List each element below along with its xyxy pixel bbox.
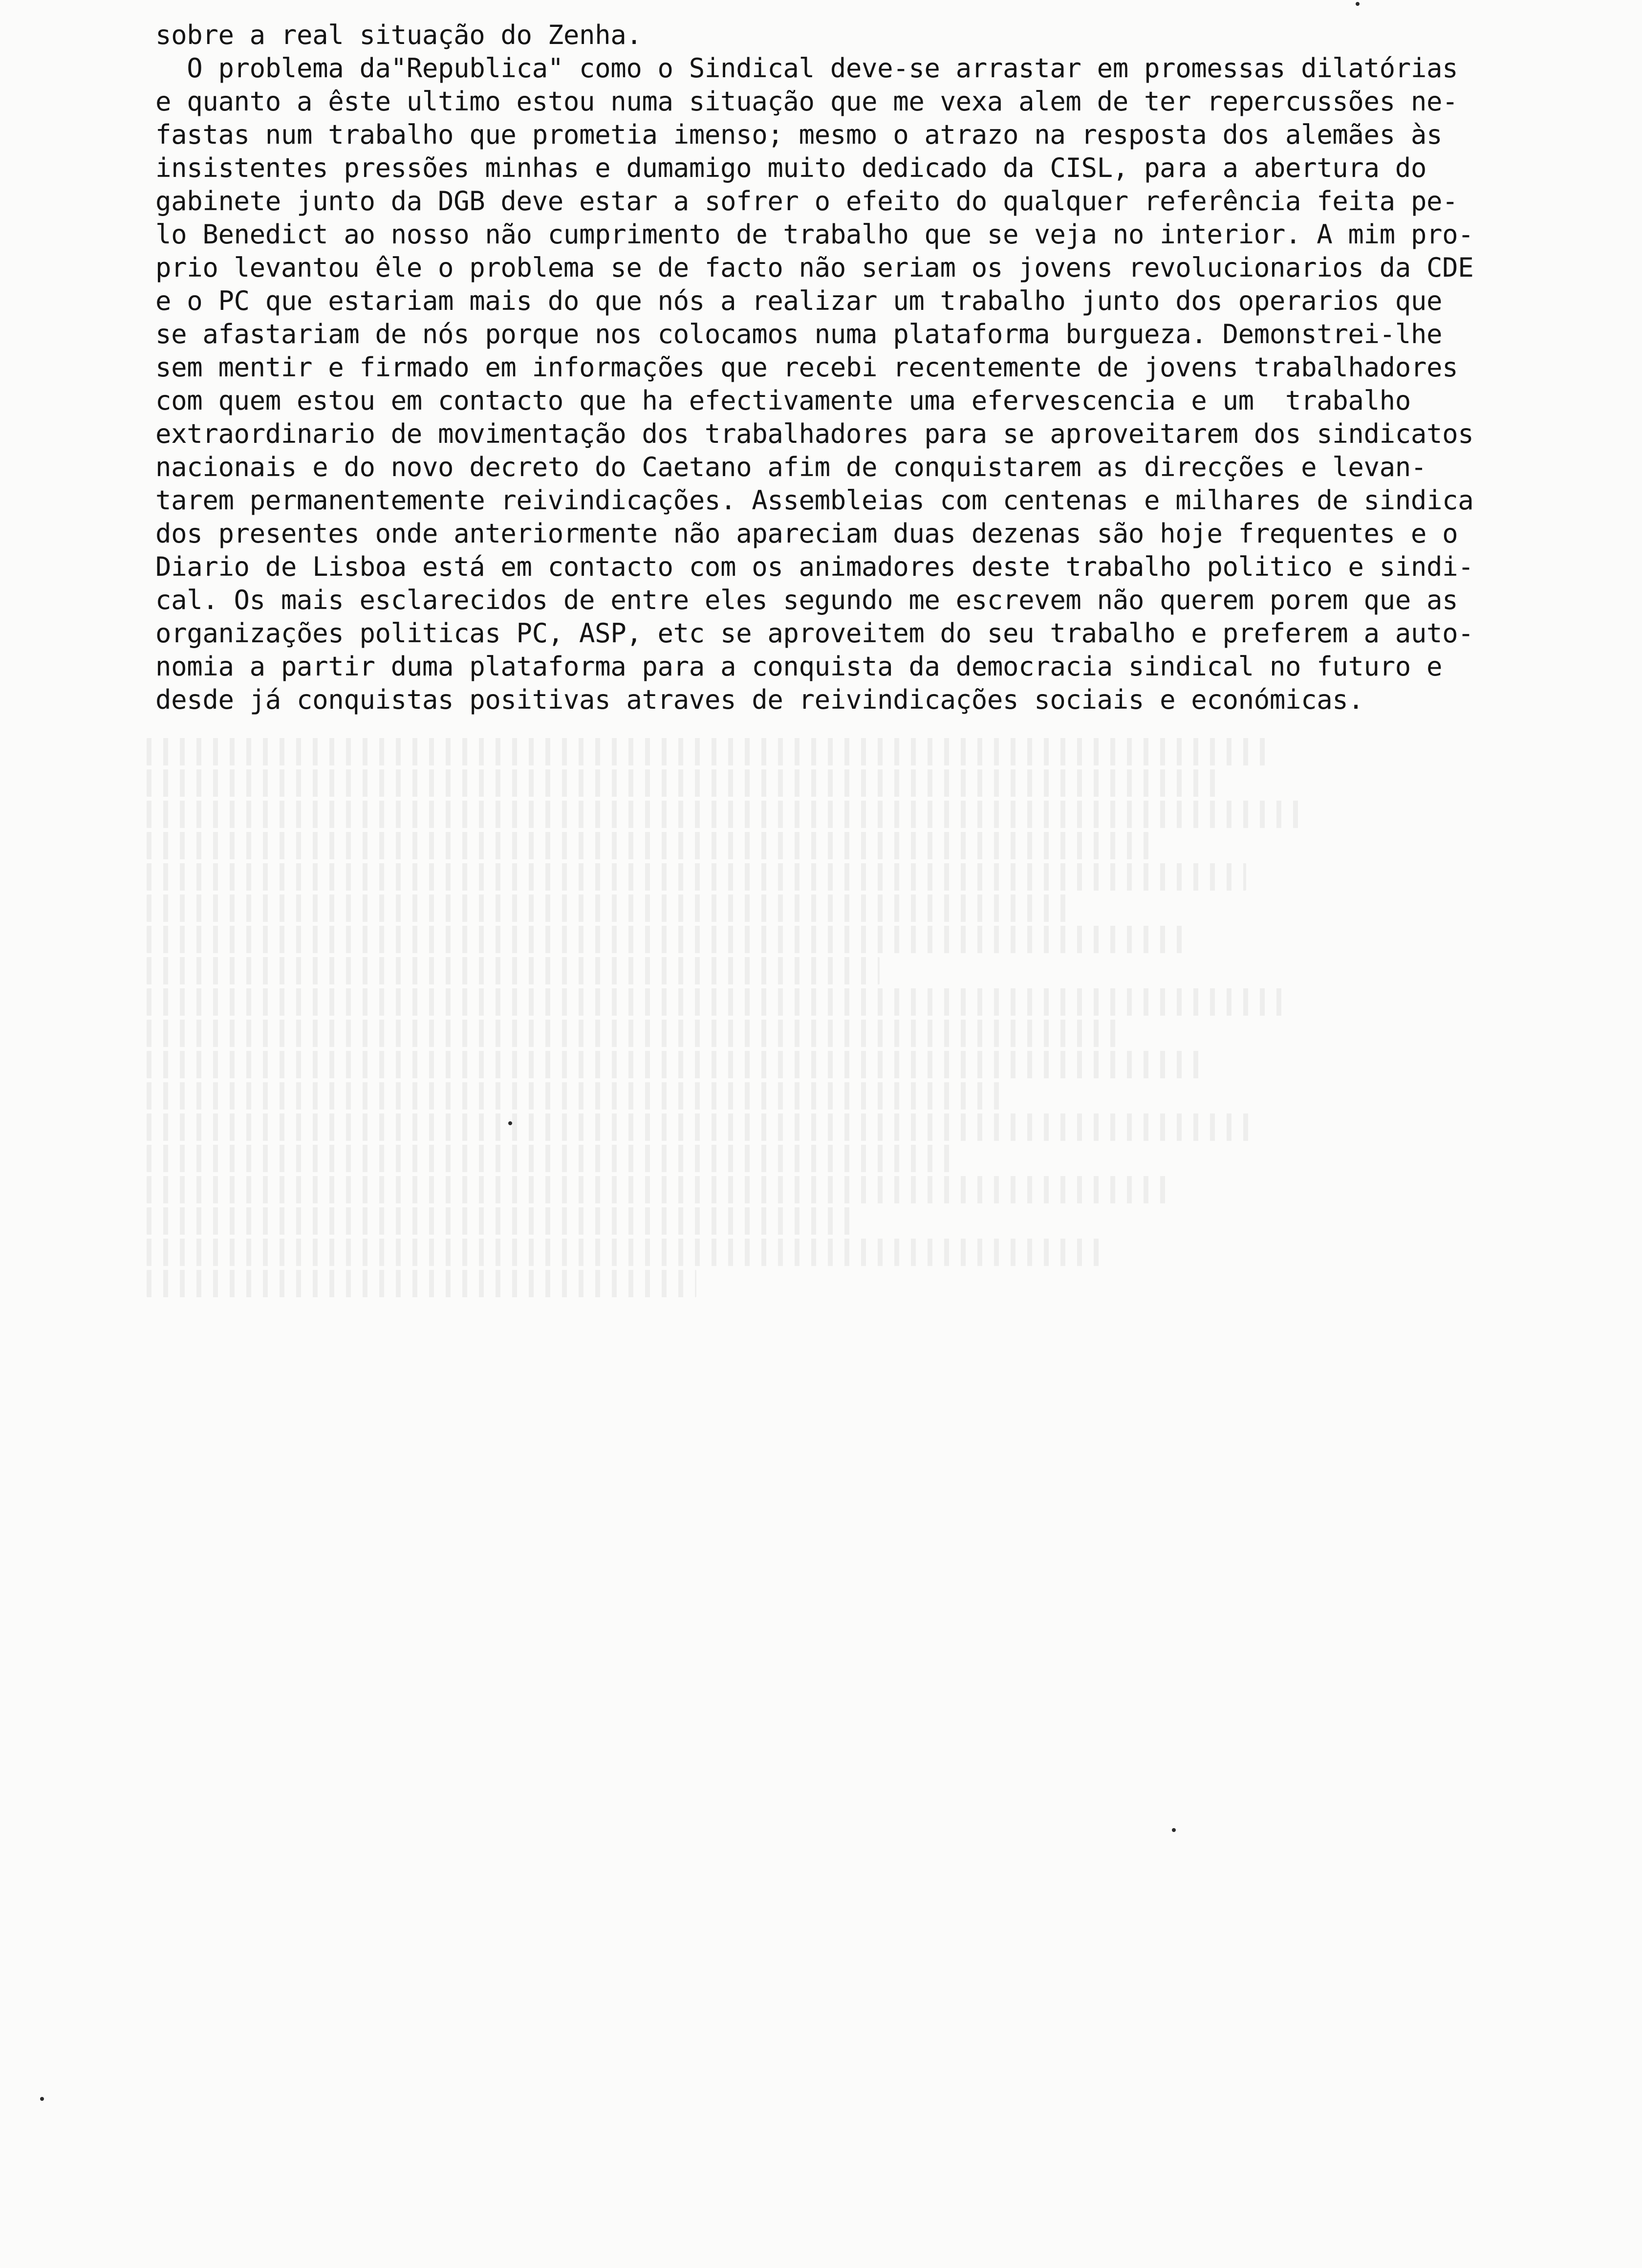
text-line: fastas num trabalho que prometia imenso; mesmo o atrazo na resposta dos alemães às <box>155 119 1443 150</box>
ink-speck <box>1172 1828 1176 1832</box>
text-line: lo Benedict ao nosso não cumprimento de trabalho que se veja no interior. A mim pro- <box>155 219 1474 250</box>
text-line: prio levantou êle o problema se de facto não seriam os jovens revolucionarios da CDE <box>155 252 1474 283</box>
text-line: tarem permanentemente reivindicações. Assembleias com centenas e milhares de sindica <box>155 485 1474 516</box>
text-line: e quanto a êste ultimo estou numa situação que me vexa alem de ter repercussões ne- <box>155 86 1458 117</box>
ink-speck <box>40 2097 44 2101</box>
text-line: O problema da"Republica" como o Sindical deve-se arrastar em promessas dilatórias <box>155 53 1458 84</box>
text-line: sem mentir e firmado em informações que recebi recentemente de jovens trabalhadores <box>155 352 1458 383</box>
text-line: nomia a partir duma plataforma para a conquista da democracia sindical no futuro e <box>155 651 1443 682</box>
text-line: extraordinario de movimentação dos trabalhadores para se aproveitarem dos sindicatos <box>155 418 1474 449</box>
text-line: Diario de Lisboa está em contacto com os animadores deste trabalho politico e sindi- <box>155 551 1474 582</box>
text-line: com quem estou em contacto que ha efectivamente uma efervescencia e um trabalho <box>155 385 1411 416</box>
text-line: insistentes pressões minhas e dumamigo muito dedicado da CISL, para a abertura do <box>155 153 1426 183</box>
text-line: se afastariam de nós porque nos colocamos numa plataforma burgueza. Demonstrei-lhe <box>155 319 1443 349</box>
text-line: nacionais e do novo decreto do Caetano afim de conquistarem as direcções e levan- <box>155 452 1426 482</box>
text-line: dos presentes onde anteriormente não apareciam duas dezenas são hoje frequentes e o <box>155 518 1458 549</box>
typed-text-block <box>155 19 1602 717</box>
text-line: gabinete junto da DGB deve estar a sofrer o efeito do qualquer referência feita pe- <box>155 186 1458 217</box>
ink-speck <box>508 1121 512 1125</box>
text-line: e o PC que estariam mais do que nós a realizar um trabalho junto dos operarios que <box>155 285 1443 316</box>
bleed-through-texture <box>147 738 1368 1667</box>
text-line: cal. Os mais esclarecidos de entre eles segundo me escrevem não querem porem que as <box>155 585 1458 615</box>
text-line: desde já conquistas positivas atraves de reivindicações sociais e económicas. <box>155 684 1364 715</box>
text-line: organizações politicas PC, ASP, etc se aproveitem do seu trabalho e preferem a auto- <box>155 618 1474 649</box>
text-line: sobre a real situação do Zenha. <box>155 20 642 50</box>
ink-speck <box>1356 2 1360 6</box>
